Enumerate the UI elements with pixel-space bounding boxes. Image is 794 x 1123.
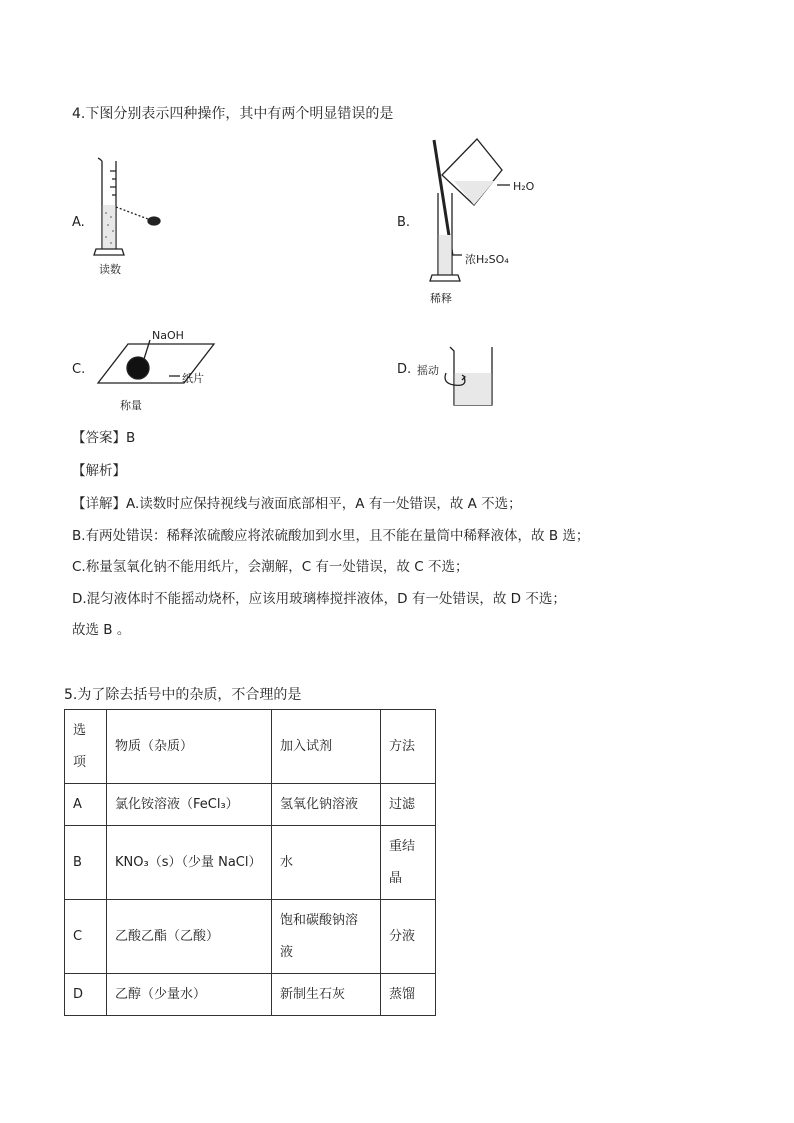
table-row: A 氯化铵溶液（FeCl₃） 氢氧化钠溶液 过滤: [65, 784, 436, 826]
option-d-label: D.: [397, 362, 412, 377]
option-a-label: A.: [72, 215, 85, 230]
answer-line: [72, 428, 135, 448]
table-row: C 乙酸乙酯（乙酸） 饱和碳酸钠溶 液 分液: [65, 900, 436, 974]
explanation-a: [72, 494, 522, 514]
table-header-row: [65, 710, 436, 784]
explanation-b: B.有两处错误：稀释浓硫酸应将浓硫酸加到水里，且不能在量筒中稀释液体，故 B 选；: [72, 528, 590, 544]
label-naoh: NaOH: [152, 329, 184, 342]
caption-dilution: 稀释: [430, 292, 452, 305]
table-row: B KNO₃（s）（少量 NaCl） 水 重结 晶: [65, 826, 436, 900]
question-4-title: 4.下图分别表示四种操作，其中有两个明显错误的是: [72, 106, 394, 122]
caption-weighing: 称量: [120, 399, 142, 412]
header-reagent: 加入试剂: [272, 710, 381, 784]
option-c-label: C.: [72, 362, 86, 377]
figure-d-beaker-shaking: [440, 343, 500, 409]
detail-tag: 【详解】: [72, 496, 126, 512]
header-method: 方法: [381, 710, 436, 784]
table-row: D 乙醇（少量水） 新制生石灰 蒸馏: [65, 974, 436, 1016]
explanation-a-text: A.读数时应保持视线与液面底部相平，A 有一处错误，故 A 不选；: [126, 496, 522, 512]
label-paper: 纸片: [182, 372, 204, 385]
answer-value: B: [126, 430, 136, 446]
explanation-d: D.混匀液体时不能摇动烧杯，应该用玻璃棒搅拌液体，D 有一处错误，故 D 不选；: [72, 591, 566, 607]
explanation-c: C.称量氢氧化钠不能用纸片，会潮解，C 有一处错误，故 C 不选；: [72, 559, 469, 575]
header-option: 选 项: [65, 710, 107, 784]
analysis-tag: 【解析】: [72, 463, 126, 479]
impurity-removal-table: [64, 709, 436, 1016]
label-shake: 摇动: [417, 364, 439, 377]
label-water: H₂O: [513, 180, 535, 193]
final-choice: 故选 B 。: [72, 622, 131, 638]
label-concentrated-acid: 浓H₂SO₄: [465, 253, 509, 266]
option-b-label: B.: [397, 215, 411, 230]
header-substance: 物质（杂质）: [107, 710, 272, 784]
caption-reading: 读数: [99, 263, 121, 276]
question-5-title: 5.为了除去括号中的杂质，不合理的是: [64, 687, 302, 703]
answer-tag: 【答案】: [72, 430, 126, 446]
